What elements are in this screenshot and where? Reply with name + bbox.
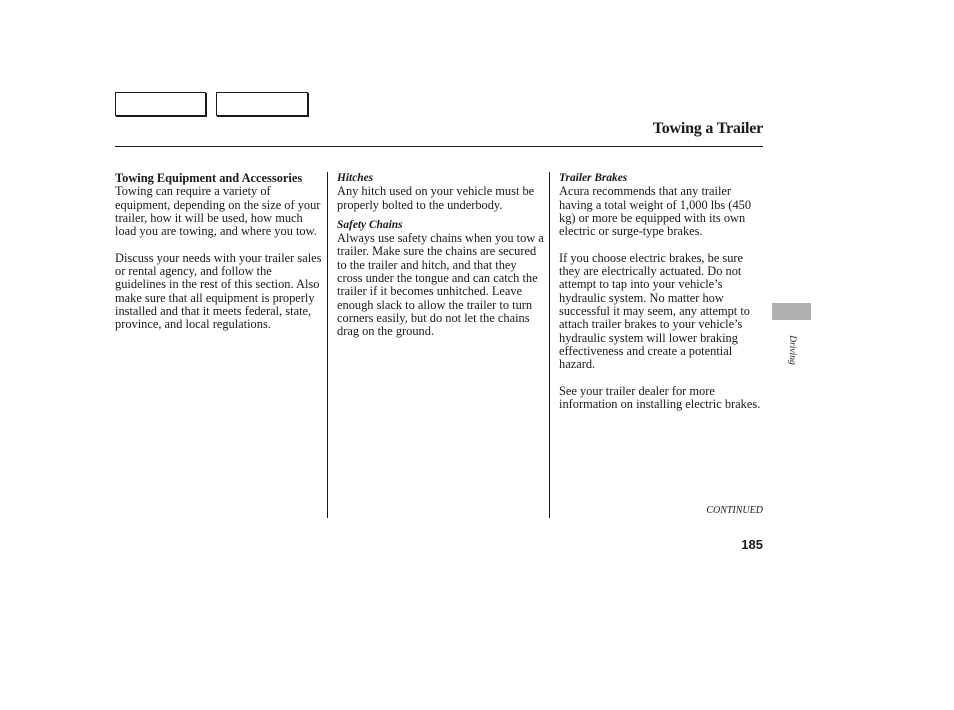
hitches-heading: Hitches [337,172,374,184]
page-title: Towing a Trailer [652,120,763,137]
trailer-brakes-paragraph: Acura recommends that any trailer having a total weight of 1,000 lbs (450 kg) or more be equipped with its own electric or surge-type brakes. [559,184,752,239]
column-trailer-brakes [559,172,763,411]
trailer-brakes-paragraph: See your trailer dealer for more information on installing electric brakes. [559,383,761,412]
column-divider [327,172,328,518]
trailer-brakes-paragraph: If you choose electric brakes, be sure they are electrically actuated. Do not attempt to tap into your vehicle’s hydraulic system. No matter how successful it may seem, any attempt to attach trailer brakes to your vehicle’s hydraulic system will lower braking effectiveness and create a potential hazard. [559,250,750,372]
hitches-paragraph: Any hitch used on your vehicle must be properly bolted to the underbody. [337,184,535,212]
page-number: 185 [741,537,763,552]
continued-label: CONTINUED [706,505,763,516]
safety-chains-heading: Safety Chains [337,218,403,231]
safety-chains-paragraph: Always use safety chains when you tow a trailer. Make sure the chains are secured to the trailer and hitch, and that they cross under the tongue and can catch the trailer if it becomes unhitched. Leave enough slack to allow the trailer to turn corners easily, but do not let the chains drag on the ground. [337,231,544,339]
section-tab-label: Driving [787,335,797,365]
nav-button-contents[interactable] [115,92,206,116]
trailer-brakes-heading: Trailer Brakes [559,172,628,184]
column-divider [549,172,550,518]
column-towing-equipment [115,172,323,332]
column-hitches-chains [337,172,545,339]
section-tab[interactable] [772,303,811,320]
nav-button-index[interactable] [216,92,308,116]
title-divider [115,146,763,147]
towing-equipment-paragraph: Towing can require a variety of equipment, depending on the size of your trailer, how it will be used, how much load you are towing, and where you tow. [115,184,321,239]
towing-equipment-heading: Towing Equipment and Accessories [115,171,303,185]
towing-equipment-paragraph: Discuss your needs with your trailer sales or rental agency, and follow the guidelines in the rest of this section. Also make sure that all equipment is properly installed and that it meets federal, state, province, and local regulations. [115,250,322,332]
